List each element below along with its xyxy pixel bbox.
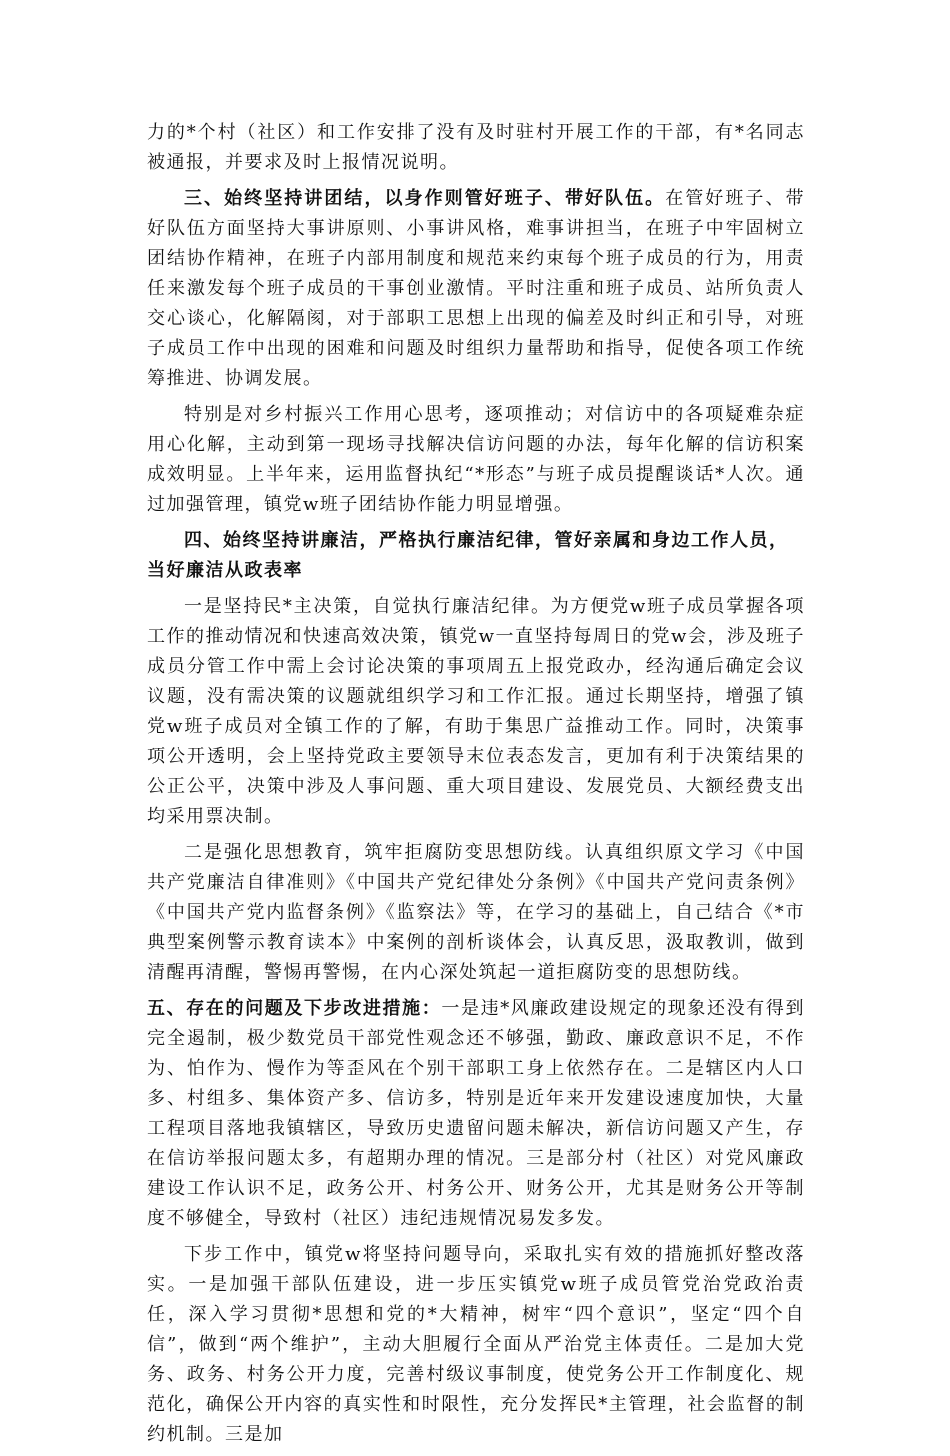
next-steps-paragraph: 下步工作中，镇党w将坚持问题导向，采取扎实有效的措施抓好整改落实。一是加强干部队伍建设，进一步压实镇党w班子成员管党治党政治责任，深入学习贯彻*思想和党的*大精神，树牢“四个意识”，坚定“四个自信”，做到“两个维护”，主动大胆履行全面从严治党主体责任。二是加大党务、政务、村务公开力度，完善村级议事制度，使党务公开工作制度化、规范化，确保公开内容的真实性和时限性，充分发挥民*主管理，社会监督的制约机制。三是加 bbox=[147, 1244, 805, 1445]
section-five-heading: 五、存在的问题及下步改进措施： bbox=[147, 998, 442, 1019]
section-four-heading: 四、始终坚持讲廉洁，严格执行廉洁纪律，管好亲属和身边工作人员，当好廉洁从政表率 bbox=[147, 530, 789, 581]
democratic-decision-paragraph: 一是坚持民*主决策，自觉执行廉洁纪律。为方便党w班子成员掌握各项工作的推动情况和快速高效决策，镇党w一直坚持每周日的党w会，涉及班子成员分管工作中需上会讨论决策的事项周五上报党政办，经沟通后确定会议议题，没有需决策的议题就组织学习和工作汇报。通过长期坚持，增强了镇党w班子成员对全镇工作的了解，有助于集思广益推动工作。同时，决策事项公开透明，会上坚持党政主要领导末位表态发言，更加有利于决策结果的公正公平，决策中涉及人事问题、重大项目建设、发展党员、大额经费支出均采用票决制。 bbox=[147, 596, 805, 827]
ideological-education-paragraph: 二是强化思想教育，筑牢拒腐防变思想防线。认真组织原文学习《中国共产党廉洁自律准则》《中国共产党纪律处分条例》《中国共产党问责条例》《中国共产党内监督条例》《监察法》等，在学习的基础上，自己结合《*市典型案例警示教育读本》中案例的剖析谈体会，认真反思，汲取教训，做到清醒再清醒，警惕再警惕，在内心深处筑起一道拒腐防变的思想防线。 bbox=[147, 842, 805, 983]
section-three-body: 在管好班子、带好队伍方面坚持大事讲原则、小事讲风格，难事讲担当，在班子中牢固树立团结协作精神，在班子内部用制度和规范来约束每个班子成员的行为，用责任来激发每个班子成员的干事创业激情。平时注重和班子成员、站所负责人交心谈心，化解隔阂，对于部职工思想上出现的偏差及时纠正和引导，对班子成员工作中出现的困难和问题及时组织力量帮助和指导，促使各项工作统筹推进、协调发展。 bbox=[147, 188, 806, 389]
document-page bbox=[147, 118, 805, 1456]
rural-revitalization-paragraph: 特别是对乡村振兴工作用心思考，逐项推动；对信访中的各项疑难杂症用心化解，主动到第一现场寻找解决信访问题的办法，每年化解的信访积案成效明显。上半年来，运用监督执纪“*形态”与班子成员提醒谈话*人次。通过加强管理，镇党w班子团结协作能力明显增强。 bbox=[147, 404, 805, 515]
section-five-body: 一是违*风廉政建设规定的现象还没有得到完全遏制，极少数党员干部党性观念还不够强，勤政、廉政意识不足，不作为、怕作为、慢作为等歪风在个别干部职工身上依然存在。二是辖区内人口多、村组多、集体资产多、信访多，特别是近年来开发建设速度加快，大量工程项目落地我镇辖区，导致历史遗留问题未解决，新信访问题又产生，存在信访举报问题太多，有超期办理的情况。三是部分村（社区）对党风廉政建设工作认识不足，政务公开、村务公开、财务公开，尤其是财务公开等制度不够健全，导致村（社区）违纪违规情况易发多发。 bbox=[147, 998, 806, 1229]
section-three-paragraph bbox=[147, 184, 805, 394]
section-five-paragraph bbox=[147, 994, 805, 1234]
paragraph-continuation: 力的*个村（社区）和工作安排了没有及时驻村开展工作的干部，有*名同志被通报，并要求及时上报情况说明。 bbox=[147, 122, 805, 173]
section-three-heading: 三、始终坚持讲团结，以身作则管好班子、带好队伍。 bbox=[184, 188, 666, 209]
